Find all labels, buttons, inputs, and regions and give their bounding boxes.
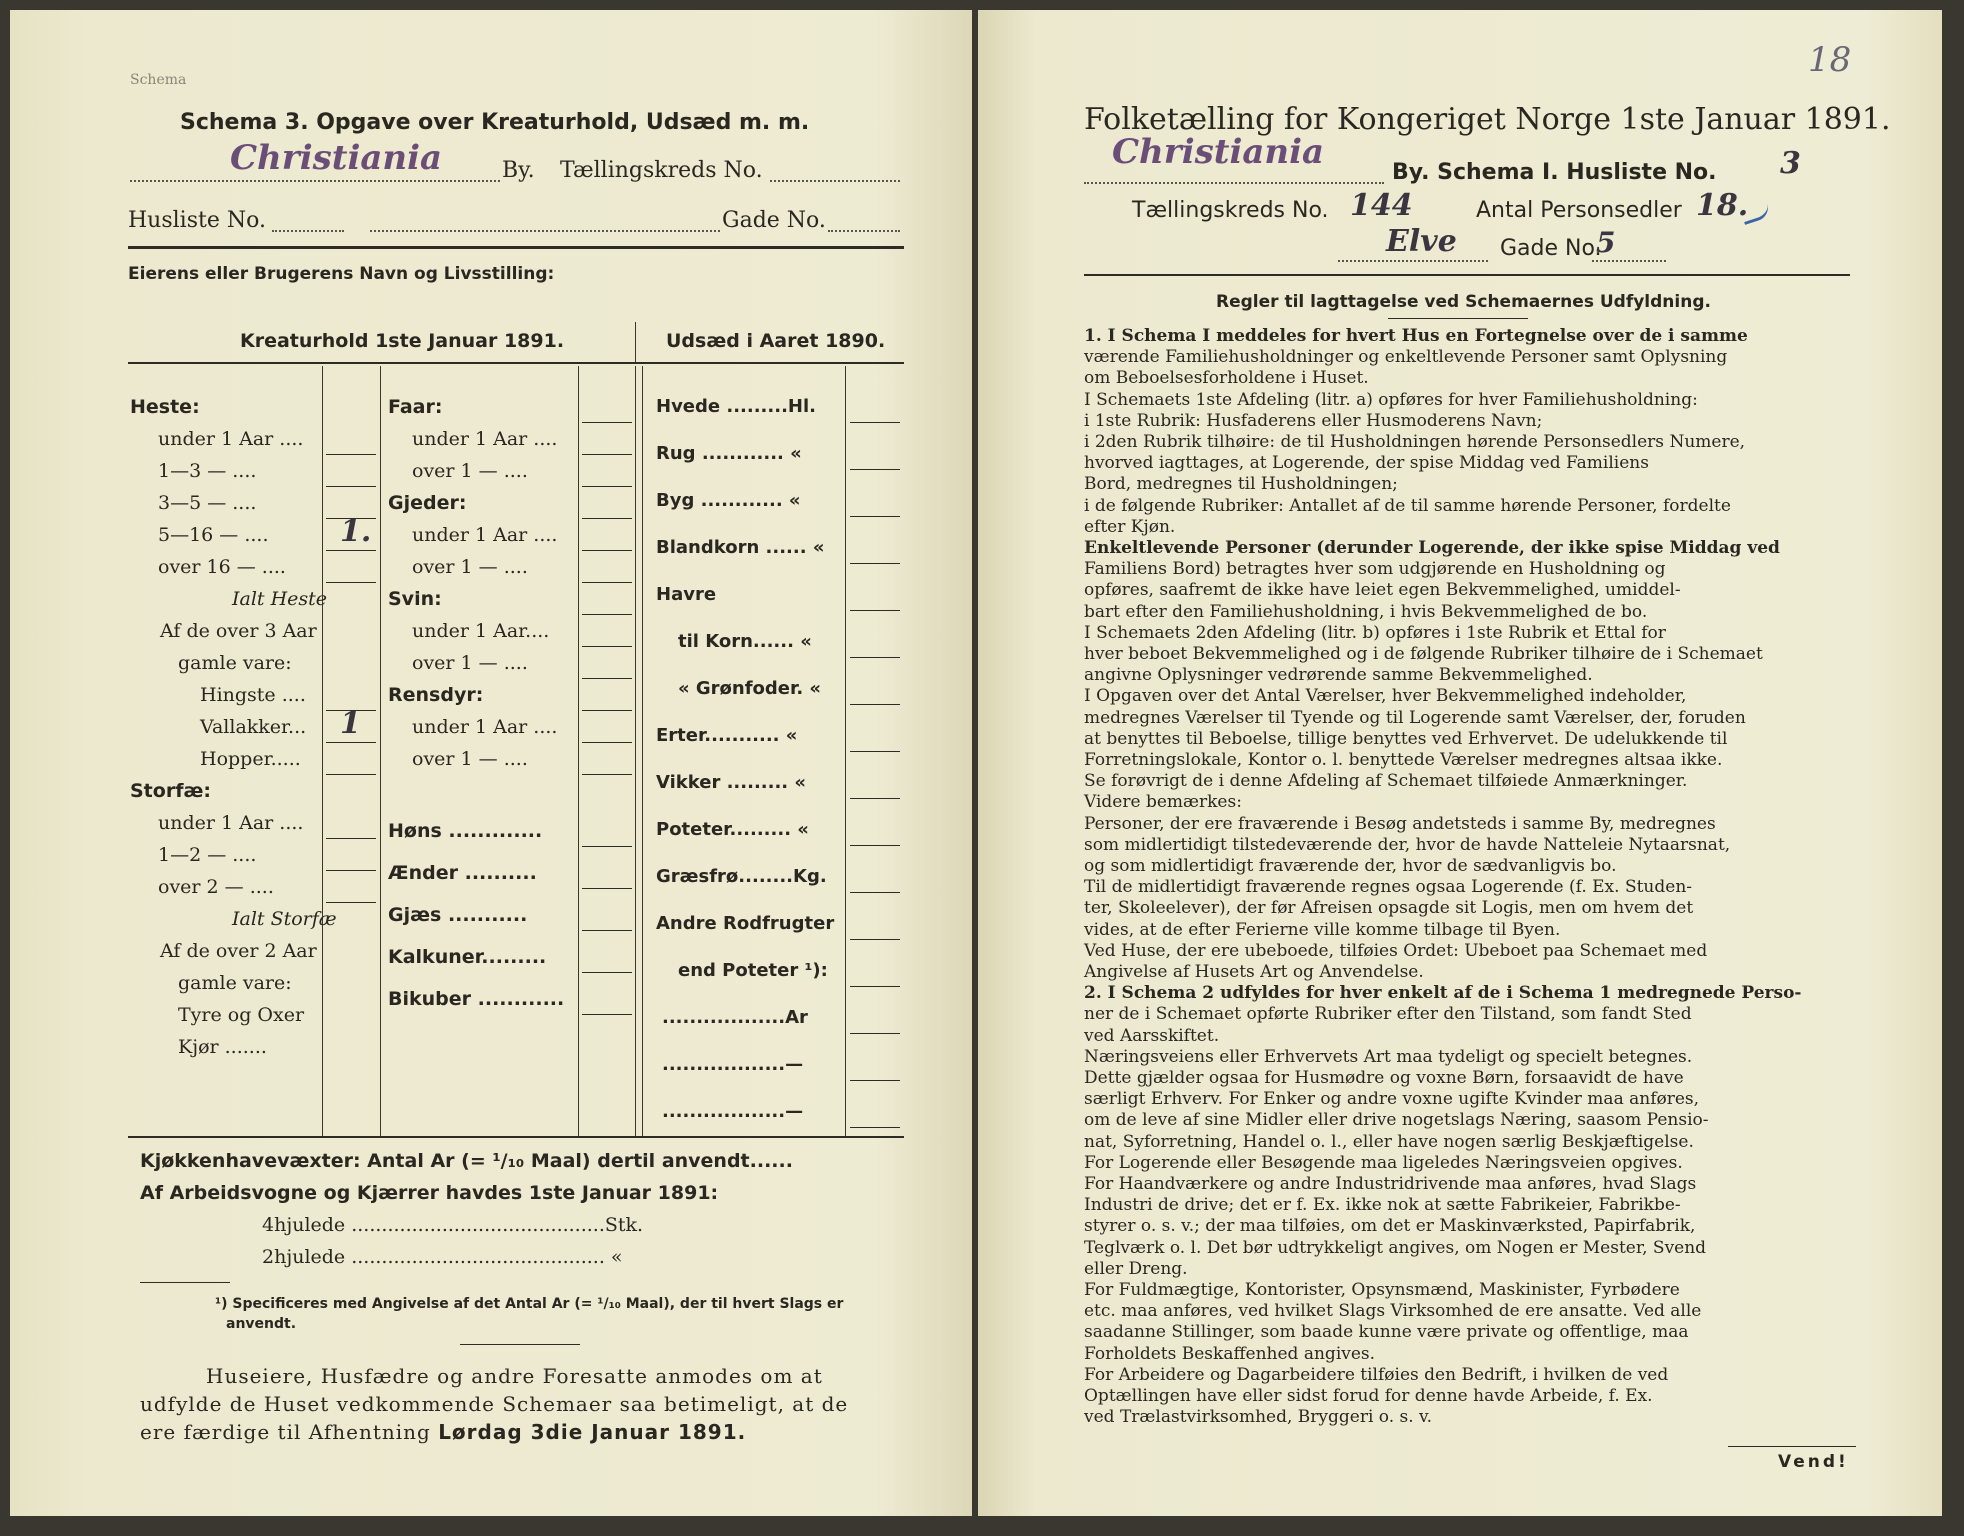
value-line <box>326 454 376 455</box>
footnote-rule <box>140 1282 230 1283</box>
value-line <box>850 845 900 846</box>
rule-line: efter Kjøn. <box>1084 516 1176 537</box>
livestock-label: over 1 — .... <box>412 556 528 578</box>
col1-right-border <box>380 366 381 1136</box>
value-line <box>582 1014 632 1015</box>
livestock-label: Hingste .... <box>200 684 306 706</box>
livestock-label: Ialt Heste <box>232 588 328 610</box>
rule-line: Angivelse af Husets Art og Anvendelse. <box>1084 962 1424 982</box>
rule-line: opføres, saafremt de ikke have leiet egen Bekvemmelighed, umiddel- <box>1084 580 1681 601</box>
livestock-label: Vallakker... <box>200 716 307 738</box>
value-line <box>850 610 900 611</box>
rule-line: ved Trælastvirksomhed, Bryggeri o. s. v. <box>1084 1407 1433 1428</box>
rules-title: Regler til lagttagelse ved Schemaernes Udfyldning. <box>1216 292 1711 312</box>
value-line <box>582 888 632 889</box>
livestock-label: gamle vare: <box>178 972 292 994</box>
rule-line: og som midlertidigt fraværende der, hvor de sædvanligvis bo. <box>1084 856 1617 876</box>
value-line <box>582 550 632 551</box>
value-line <box>850 516 900 517</box>
value-line <box>850 657 900 658</box>
rule-line: nat, Syforretning, Handel o. l., eller have nogen særlig Beskjæftigelse. <box>1084 1131 1694 1152</box>
livestock-label: over 1 — .... <box>412 748 528 770</box>
table-bottom-rule <box>128 1136 904 1138</box>
antal-personsedler-value: 18. <box>1696 188 1749 223</box>
value-line <box>326 902 376 903</box>
value-line <box>582 710 632 711</box>
value-line <box>582 646 632 647</box>
sowing-label: Græsfrø........Kg. <box>656 866 827 887</box>
closing-line2: udfylde de Huset vedkommende Schemaer saa betimeligt, at de <box>140 1392 849 1416</box>
sowing-label: ..................Ar <box>662 1007 808 1028</box>
rule-line: For Arbeidere og Dagarbeidere tilføies den Bedrift, i hvilken de ved <box>1084 1364 1669 1385</box>
value-line <box>326 582 376 583</box>
livestock-label: under 1 Aar .... <box>158 812 304 834</box>
value-line <box>582 518 632 519</box>
livestock-label: Gjæs ........... <box>388 904 528 926</box>
rule-line: Personer, der ere fraværende i Besøg andetsteds i samme By, medregnes <box>1084 813 1716 834</box>
value-line <box>850 892 900 893</box>
owner-label: Eierens eller Brugerens Navn og Livsstilling: <box>128 264 555 284</box>
rule-line: Enkeltlevende Personer (derunder Logerende, der ikke spise Middag ved <box>1084 538 1780 558</box>
gade-label-right: Gade No. <box>1500 236 1602 261</box>
rule-line: Forretningslokale, Kontor o. l. benyttede Værelser medregnes altsaa ikke. <box>1084 750 1723 770</box>
rule-line: bart efter den Familiehusholdning, i hvis Bekvemmelighed de bo. <box>1084 601 1648 622</box>
livestock-label: over 16 — .... <box>158 556 286 578</box>
stamp-text: Schema <box>130 72 187 88</box>
livestock-label: 1—3 — .... <box>158 460 257 482</box>
livestock-label: Kalkuner......... <box>388 946 547 968</box>
rule-line: Dette gjælder ogsaa for Husmødre og voxne Børn, forsaavidt de have <box>1084 1068 1684 1088</box>
livestock-label: Af de over 3 Aar <box>160 620 317 642</box>
by-schema-label: By. Schema I. Husliste No. <box>1392 160 1717 185</box>
livestock-label: Rensdyr: <box>388 684 484 706</box>
gade-name-field-left <box>370 230 720 232</box>
rule-line: om de leve af sine Midler eller drive nogetslags Næring, saasom Pensio- <box>1084 1110 1709 1131</box>
city-handwritten-left: Christiania <box>230 138 443 178</box>
street-name-value: Elve <box>1386 224 1457 259</box>
value-line <box>582 678 632 679</box>
rule-line: hver beboet Bekvemmelighed og i de følgende Rubriker tilhøire de i Schemaet <box>1084 644 1763 664</box>
rule-line: I Opgaven over det Antal Værelser, hver Bekvemmelighed indeholder, <box>1084 686 1687 707</box>
sowing-label: Byg ............ « <box>656 490 801 511</box>
rule-line: hvorved iagttages, at Logerende, der spise Middag ved Familiens <box>1084 453 1649 474</box>
rule-line: eller Dreng. <box>1084 1258 1188 1279</box>
rule-line: Bord, medregnes til Husholdningen; <box>1084 474 1398 495</box>
rule-line: om Beboelsesforholdene i Huset. <box>1084 368 1369 389</box>
livestock-label: under 1 Aar .... <box>412 428 558 450</box>
rule-line: Familiens Bord) betragtes hver som udgjørende en Husholdning og <box>1084 559 1666 580</box>
value-line <box>850 798 900 799</box>
sowing-label: til Korn...... « <box>678 631 812 652</box>
value-line <box>326 742 376 743</box>
rule-line: i 1ste Rubrik: Husfaderens eller Husmoderens Navn; <box>1084 410 1543 431</box>
value-line <box>582 454 632 455</box>
closing-rule <box>460 1344 580 1345</box>
livestock-label: 1—2 — .... <box>158 844 257 866</box>
gade-field-left <box>828 230 900 232</box>
rule-line: værende Familiehusholdninger og enkeltlevende Personer samt Oplysning <box>1084 347 1728 368</box>
page-number: 18 <box>1808 40 1852 80</box>
arbeidsvogne-line: Af Arbeidsvogne og Kjærrer havdes 1ste Januar 1891: <box>140 1182 719 1204</box>
rule-line: ved Aarsskiftet. <box>1084 1025 1220 1046</box>
closing-date: Lørdag 3die Januar 1891. <box>438 1420 747 1444</box>
livestock-label: over 1 — .... <box>412 460 528 482</box>
sowing-label: Hvede .........Hl. <box>656 396 816 417</box>
city-handwritten-right: Christiania <box>1112 132 1325 172</box>
sowing-label: Vikker ......... « <box>656 772 807 793</box>
sowing-label: Erter........... « <box>656 725 798 746</box>
value-line <box>582 486 632 487</box>
rule-line: saadanne Stillinger, som baade kunne være private og offentlige, maa <box>1084 1322 1689 1343</box>
value-line <box>850 986 900 987</box>
taellingskreds-field-left <box>770 180 900 182</box>
rule-line: ner de i Schemaet opførte Rubriker efter den Tilstand, som fandt Sted <box>1084 1004 1692 1025</box>
value-line <box>850 422 900 423</box>
value-line <box>850 1080 900 1081</box>
value-line <box>850 469 900 470</box>
rule-line: Industri de drive; det er f. Ex. ikke nok at sætte Fabrikeier, Fabrikbe- <box>1084 1195 1681 1216</box>
sowing-label: ..................— <box>662 1054 804 1075</box>
hjulede4-line: 4hjulede ..........................................Stk. <box>262 1214 644 1236</box>
schema3-title: Schema 3. Opgave over Kreaturhold, Udsæd m. m. <box>180 110 810 135</box>
rule-line: For Fuldmægtige, Kontorister, Opsynsmænd, Maskinister, Fyrbødere <box>1084 1280 1680 1300</box>
vend-text: Vend! <box>1778 1452 1849 1472</box>
kjokkenhave-line: Kjøkkenhavevæxter: Antal Ar (= ¹/₁₀ Maal) dertil anvendt...... <box>140 1150 793 1172</box>
street-field <box>1338 260 1488 262</box>
udsaed-header: Udsæd i Aaret 1890. <box>666 330 886 352</box>
value-line <box>582 972 632 973</box>
closing-line3 <box>140 1420 746 1444</box>
title-rule <box>1084 274 1850 276</box>
closing-line1: Huseiere, Husfædre og andre Foresatte anmodes om at <box>206 1364 823 1388</box>
right-page <box>978 10 1942 1516</box>
footnote-line1: ¹) Specificeres med Angivelse af det Antal Ar (= ¹/₁₀ Maal), der til hvert Slags er <box>215 1296 844 1312</box>
col1-left-value-border <box>322 366 323 1136</box>
handwritten-count: 1 <box>340 706 361 741</box>
value-line <box>582 846 632 847</box>
rule-line: 1. I Schema I meddeles for hvert Hus en Fortegnelse over de i samme <box>1084 326 1748 346</box>
sowing-label: end Poteter ¹): <box>678 960 828 981</box>
rule-line: Videre bemærkes: <box>1084 792 1242 813</box>
rule-line: Forholdets Beskaffenhed angives. <box>1084 1343 1376 1364</box>
value-line <box>850 751 900 752</box>
header-rule <box>128 246 904 249</box>
sowing-label: Havre <box>656 584 717 605</box>
gade-field-right <box>1592 260 1666 262</box>
taellingskreds-value: 144 <box>1350 188 1413 223</box>
rule-line: særligt Erhverv. For Enker og andre voxne ugifte Kvinder maa anføres, <box>1084 1089 1700 1110</box>
rule-line: som midlertidigt tilstedeværende der, hvor de havde Natteleie Nytaarsnat, <box>1084 834 1731 855</box>
rule-line: vides, at de efter Ferierne ville komme tilbage til Byen. <box>1084 919 1561 940</box>
value-line <box>850 1033 900 1034</box>
livestock-label: 3—5 — .... <box>158 492 257 514</box>
livestock-label: Faar: <box>388 396 443 418</box>
taellingskreds-label-left: Tællingskreds No. <box>560 158 763 183</box>
value-line <box>582 774 632 775</box>
sowing-label: ..................— <box>662 1101 804 1122</box>
value-line <box>582 422 632 423</box>
value-line <box>582 930 632 931</box>
value-line <box>326 486 376 487</box>
rule-line: etc. maa anføres, ved hvilket Slags Virksomhed de ere ansatte. Ved alle <box>1084 1301 1702 1322</box>
rule-line: 2. I Schema 2 udfyldes for hver enkelt af de i Schema 1 medregnede Perso- <box>1084 983 1802 1004</box>
by-label: By. <box>502 158 535 183</box>
col2-value-border <box>578 366 579 1136</box>
left-page <box>10 10 972 1516</box>
value-line <box>582 614 632 615</box>
livestock-label: under 1 Aar .... <box>158 428 304 450</box>
value-line <box>326 550 376 551</box>
sowing-label: Andre Rodfrugter <box>656 913 835 934</box>
husliste-value: 3 <box>1780 146 1801 181</box>
livestock-label: Svin: <box>388 588 442 610</box>
livestock-label: 5—16 — .... <box>158 524 269 546</box>
rule-line: For Logerende eller Besøgende maa ligeledes Næringsveien opgives. <box>1084 1152 1683 1173</box>
closing-line3-text: ere færdige til Afhentning <box>140 1420 439 1444</box>
rule-line: I Schemaets 2den Afdeling (litr. b) opføres i 1ste Rubrik et Ettal for <box>1084 622 1666 643</box>
value-line <box>850 704 900 705</box>
city-field-line <box>130 180 500 182</box>
livestock-label: Storfæ: <box>130 780 211 802</box>
footnote-line2: anvendt. <box>226 1316 297 1332</box>
value-line <box>582 742 632 743</box>
livestock-label: Ialt Storfæ <box>232 908 337 930</box>
rule-line: Til de midlertidigt fraværende regnes ogsaa Logerende (f. Ex. Studen- <box>1084 877 1693 898</box>
livestock-label: over 1 — .... <box>412 652 528 674</box>
rule-line: medregnes Værelser til Tyende og til Logerende samt Værelser, der, foruden <box>1084 707 1746 728</box>
antal-personsedler-label: Antal Personsedler <box>1476 198 1682 223</box>
handwritten-count: 1. <box>340 514 372 549</box>
rule-line: Se forøvrigt de i denne Afdeling af Schemaet tilføiede Anmærkninger. <box>1084 771 1688 792</box>
gade-label-left: Gade No. <box>722 208 826 233</box>
livestock-label: Høns ............. <box>388 820 543 842</box>
rule-line: at benyttes til Beboelse, tillige benyttes ved Erhvervet. De udelukkende til <box>1084 728 1728 749</box>
kreaturhold-header: Kreaturhold 1ste Januar 1891. <box>240 330 565 352</box>
rule-line: I Schemaets 1ste Afdeling (litr. a) opføres for hver Familiehusholdning: <box>1084 389 1698 410</box>
value-line <box>326 870 376 871</box>
livestock-label: over 2 — .... <box>158 876 274 898</box>
table-top-rule <box>128 362 904 364</box>
value-line <box>582 582 632 583</box>
col3-left-border <box>642 366 643 1136</box>
rule-line: i 2den Rubrik tilhøire: de til Husholdningen hørende Personsedlers Numere, <box>1084 432 1746 452</box>
livestock-label: Heste: <box>130 396 200 418</box>
census-title: Folketælling for Kongeriget Norge 1ste Januar 1891. <box>1084 102 1891 137</box>
livestock-label: Gjeder: <box>388 492 467 514</box>
gade-value: 5 <box>1596 226 1616 259</box>
rule-line: Ved Huse, der ere ubeboede, tilføies Ordet: Ubeboet paa Schemaet med <box>1084 940 1708 961</box>
livestock-label: under 1 Aar .... <box>412 524 558 546</box>
livestock-label: Tyre og Oxer <box>178 1004 305 1026</box>
livestock-label: under 1 Aar.... <box>412 620 550 642</box>
rule-line: Næringsveiens eller Erhvervets Art maa tydeligt og specielt betegnes. <box>1084 1046 1693 1067</box>
header-divider <box>635 322 636 364</box>
livestock-label: under 1 Aar .... <box>412 716 558 738</box>
rule-line: i de følgende Rubriker: Antallet af de til samme hørende Personer, fordelte <box>1084 495 1731 516</box>
city-field-right <box>1084 182 1384 184</box>
value-line <box>850 939 900 940</box>
rule-line: styrer o. s. v.; der maa tilføies, om det er Maskinværksted, Papirfabrik, <box>1084 1216 1696 1237</box>
value-line <box>326 838 376 839</box>
col3-value-border <box>845 366 846 1136</box>
husliste-label-left: Husliste No. <box>128 208 266 233</box>
rule-line: Teglværk o. l. Det bør udtrykkeligt angives, om Nogen er Mester, Svend <box>1084 1237 1707 1258</box>
rules-title-rule <box>1388 318 1528 319</box>
taellingskreds-label-right: Tællingskreds No. <box>1132 198 1329 223</box>
vend-rule <box>1728 1446 1856 1447</box>
sowing-label: Blandkorn ...... « <box>656 537 825 558</box>
livestock-label: Ænder .......... <box>388 862 537 884</box>
value-line <box>850 563 900 564</box>
rule-line: Optællingen have eller sidst forud for denne havde Arbeide, f. Ex. <box>1084 1386 1653 1406</box>
livestock-label: Bikuber ............ <box>388 988 565 1010</box>
sowing-label: « Grønfoder. « <box>678 678 822 699</box>
value-line <box>326 774 376 775</box>
livestock-label: Hopper..... <box>200 748 301 770</box>
rule-line: For Haandværkere og andre Industridrivende maa anføres, hvad Slags <box>1084 1174 1697 1194</box>
livestock-label: Kjør ....... <box>178 1036 267 1058</box>
hjulede2-line: 2hjulede .......................................... « <box>262 1246 623 1268</box>
value-line <box>850 1127 900 1128</box>
husliste-field-left <box>272 230 344 232</box>
rule-line: angivne Oplysninger vedrørende samme Bekvemmelighed. <box>1084 665 1593 686</box>
rule-line: ter, Skoleelever), der før Afreisen opsagde sit Logis, men om hvem det <box>1084 898 1694 919</box>
sowing-label: Rug ............ « <box>656 443 802 464</box>
sowing-label: Poteter......... « <box>656 819 809 840</box>
livestock-label: Af de over 2 Aar <box>160 940 317 962</box>
col2-right-border <box>635 366 636 1136</box>
livestock-label: gamle vare: <box>178 652 292 674</box>
